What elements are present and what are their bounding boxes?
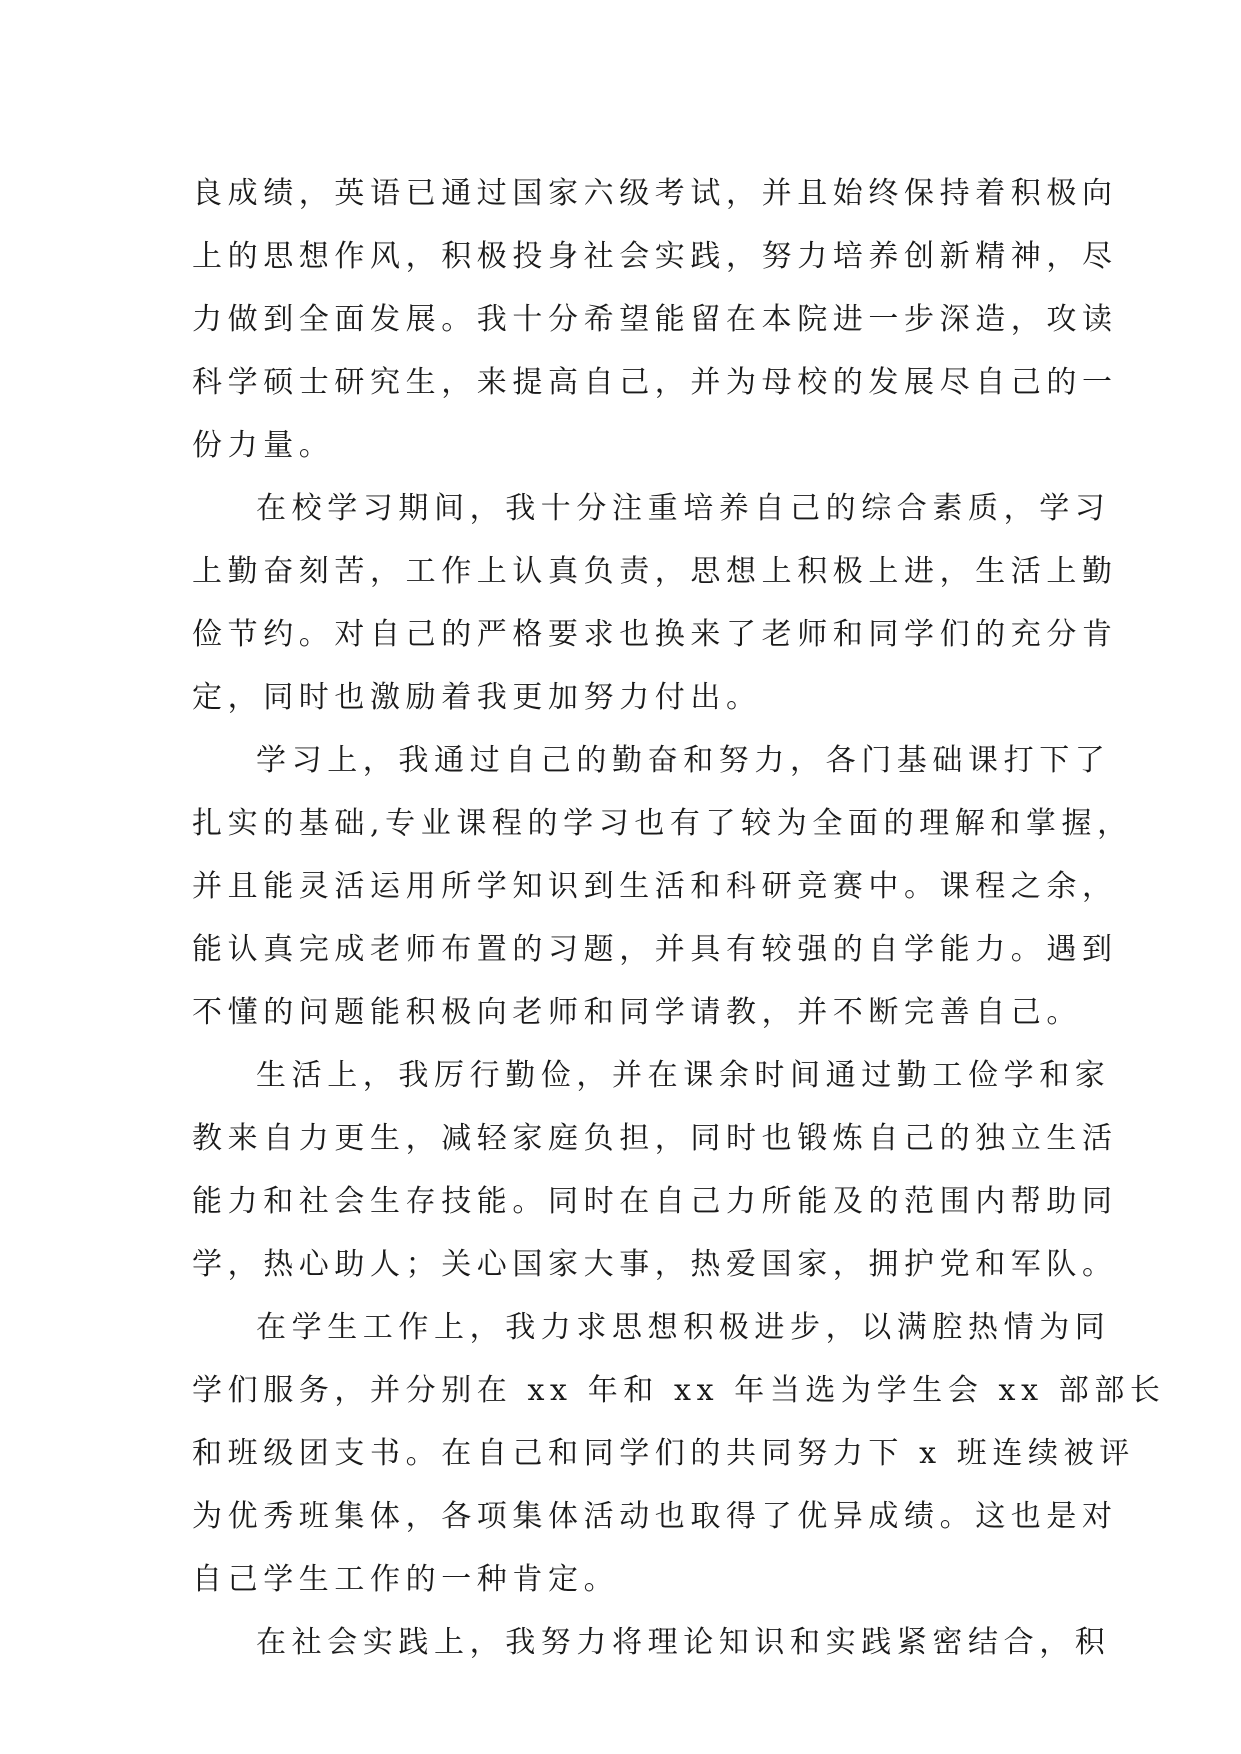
paragraph-first-line: 在校学习期间，我十分注重培养自己的综合素质，学习 (256, 491, 1111, 526)
paragraph-line: 能认真完成老师布置的习题，并具有较强的自学能力。遇到 (192, 932, 1118, 967)
paragraph-line: 和班级团支书。在自己和同学们的共同努力下 x 班连续被评 (192, 1436, 1135, 1471)
paragraph-line: 为优秀班集体，各项集体活动也取得了优异成绩。这也是对 (192, 1499, 1118, 1534)
paragraph-first-line: 生活上，我厉行勤俭，并在课余时间通过勤工俭学和家 (256, 1058, 1111, 1093)
paragraph-line: 能力和社会生存技能。同时在自己力所能及的范围内帮助同 (192, 1184, 1118, 1219)
paragraph-line: 教来自力更生，减轻家庭负担，同时也锻炼自己的独立生活 (192, 1121, 1118, 1156)
paragraph-line: 良成绩，英语已通过国家六级考试，并且始终保持着积极向 (192, 176, 1118, 211)
document-body (192, 162, 1166, 1674)
paragraph-line: 并且能灵活运用所学知识到生活和科研竞赛中。课程之余， (192, 869, 1118, 904)
paragraph-line: 不懂的问题能积极向老师和同学请教，并不断完善自己。 (192, 995, 1082, 1030)
paragraph-line: 学们服务，并分别在 xx 年和 xx 年当选为学生会 xx 部部长 (192, 1373, 1166, 1408)
paragraph-line: 俭节约。对自己的严格要求也换来了老师和同学们的充分肯 (192, 617, 1118, 652)
paragraph-first-line: 学习上，我通过自己的勤奋和努力，各门基础课打下了 (256, 743, 1111, 778)
paragraph-line: 科学硕士研究生，来提高自己，并为母校的发展尽自己的一 (192, 365, 1118, 400)
paragraph-line: 份力量。 (192, 428, 335, 463)
paragraph-line: 上勤奋刻苦，工作上认真负责，思想上积极上进，生活上勤 (192, 554, 1118, 589)
paragraph-line: 学，热心助人；关心国家大事，热爱国家，拥护党和军队。 (192, 1247, 1118, 1282)
paragraph-first-line: 在社会实践上，我努力将理论知识和实践紧密结合，积 (256, 1625, 1111, 1660)
paragraph-line: 定，同时也激励着我更加努力付出。 (192, 680, 762, 715)
paragraph-line: 自己学生工作的一种肯定。 (192, 1562, 620, 1597)
paragraph-line: 力做到全面发展。我十分希望能留在本院进一步深造，攻读 (192, 302, 1118, 337)
paragraph-first-line: 在学生工作上，我力求思想积极进步，以满腔热情为同 (256, 1310, 1111, 1345)
paragraph-line: 上的思想作风，积极投身社会实践，努力培养创新精神，尽 (192, 239, 1118, 274)
paragraph-line: 扎实的基础,专业课程的学习也有了较为全面的理解和掌握， (192, 806, 1133, 841)
